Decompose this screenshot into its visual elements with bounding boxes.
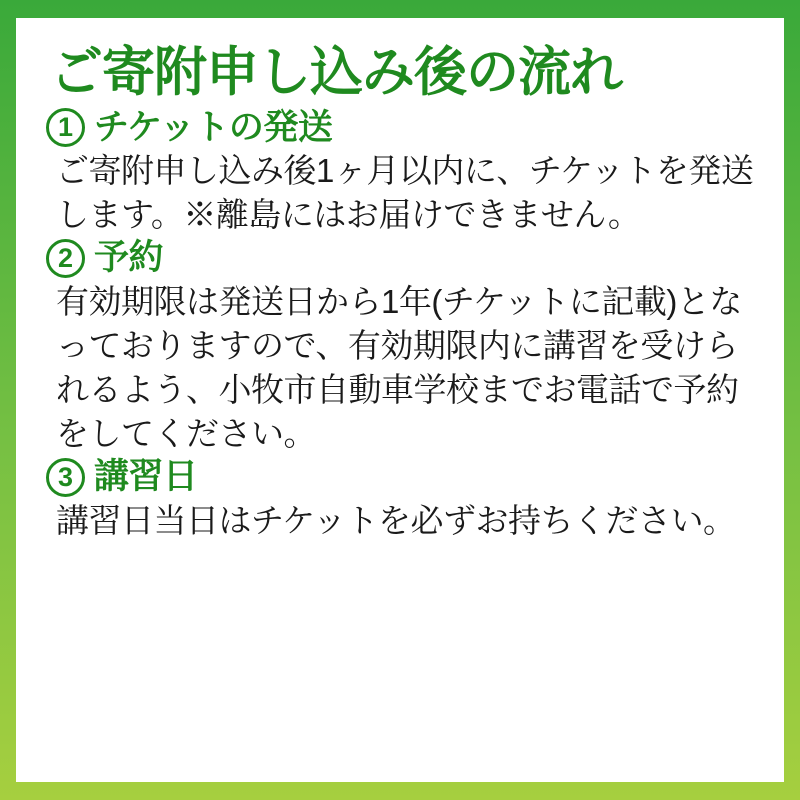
- page-title: ご寄附申し込み後の流れ: [50, 43, 622, 102]
- step-body-3: 講習日当日はチケットを必ずお持ちください。: [56, 501, 736, 539]
- step-header-3: [46, 458, 754, 497]
- step-heading-1: チケットの発送: [94, 107, 333, 147]
- step-item-3: [46, 458, 754, 543]
- step-body-2: 有効期限は発送日から1年(チケットに記載)となっておりますので、有効期限内に講習を受けられるよう、小牧市自動車学校までお電話で予約をしてください。: [56, 283, 742, 452]
- step-number-badge-2: 2: [46, 239, 85, 278]
- step-number-badge-3: 3: [46, 458, 85, 497]
- step-item-2: [46, 239, 754, 456]
- step-heading-2: 予約: [94, 238, 164, 278]
- content-card: [16, 18, 784, 782]
- step-number-badge-1: 1: [46, 108, 85, 147]
- step-item-1: [46, 108, 754, 237]
- step-header-2: [46, 239, 754, 278]
- step-heading-3: 講習日: [94, 456, 198, 496]
- step-body-1: ご寄附申し込み後1ヶ月以内に、チケットを発送します。※離島にはお届けできません。: [56, 152, 754, 234]
- step-header-1: [46, 108, 754, 147]
